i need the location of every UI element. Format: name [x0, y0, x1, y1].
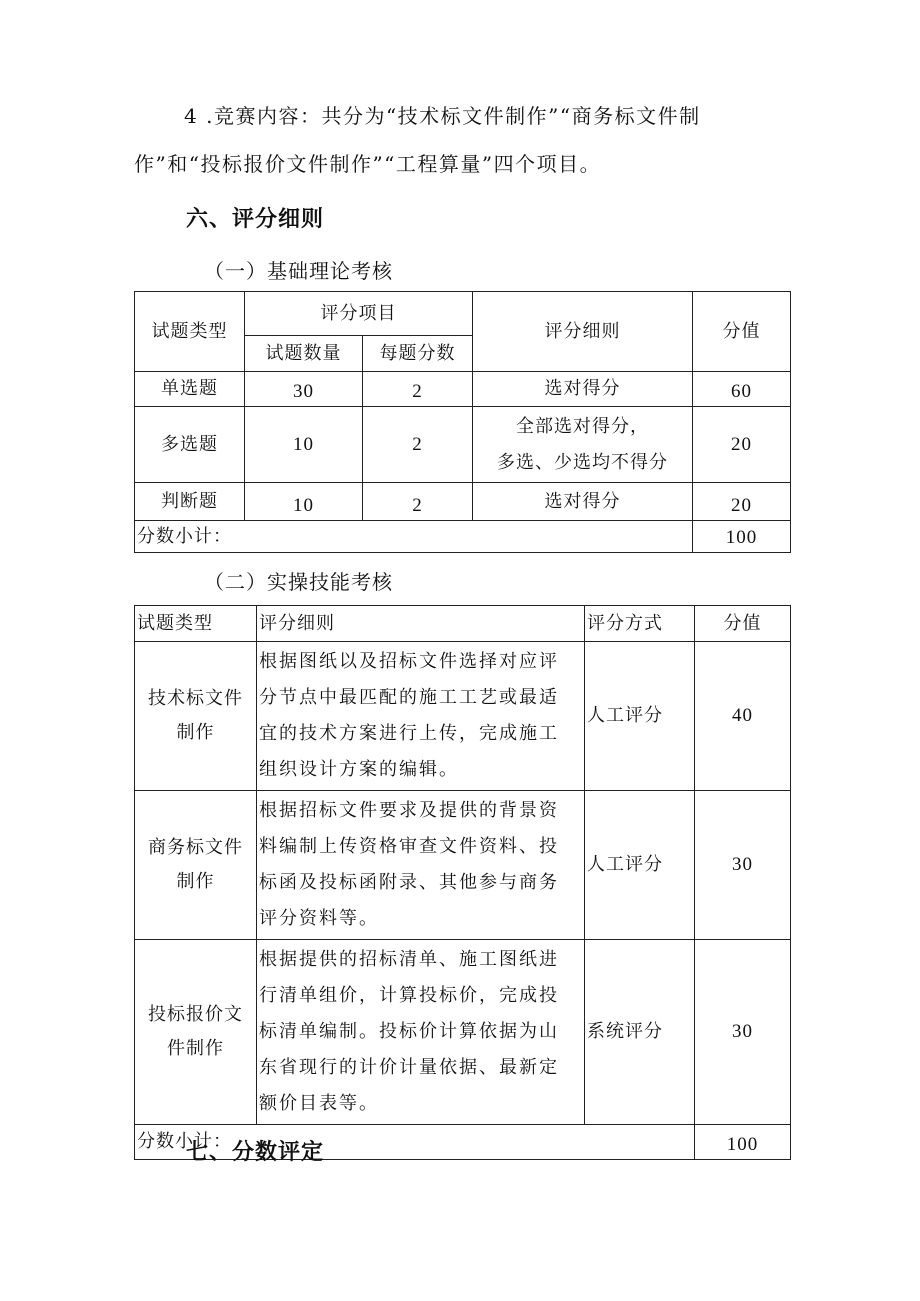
question-type-cell: 多选题: [135, 407, 245, 483]
table-row: [135, 407, 791, 483]
rule-cell: 根据提供的招标清单、施工图纸进行清单组价，计算投标价，完成投标清单编制。投标价计算依据为山东省现行的计价计量依据、最新定额价目表等。: [257, 940, 585, 1125]
header-points-each: 每题分数: [363, 336, 473, 372]
rule-cell: [473, 407, 693, 483]
rule-line: 多选、少选均不得分: [497, 451, 668, 473]
score-cell: 30: [695, 791, 791, 940]
subtotal-value: 100: [693, 521, 791, 553]
header-score: 分值: [693, 292, 791, 372]
subtotal-label: 分数小计：: [135, 521, 693, 553]
table-row: [135, 940, 791, 1125]
question-type-cell: 判断题: [135, 483, 245, 521]
table-row: [135, 372, 791, 407]
rule-cell: 根据招标文件要求及提供的背景资料编制上传资格审查文件资料、投标函及投标函附录、其他参与商务评分资料等。: [257, 791, 585, 940]
points-each-cell: 2: [363, 483, 473, 521]
header-scoring-rules: 评分细则: [257, 606, 585, 642]
practical-skills-table: [134, 605, 791, 1160]
score-cell: 60: [693, 372, 791, 407]
paragraph-4-line-2: 作”和“投标报价文件制作”“工程算量”四个项目。: [134, 152, 602, 176]
subtotal-label: 分数小计：: [135, 1125, 695, 1160]
type-line: 商务标文件: [148, 837, 243, 858]
header-question-count: 试题数量: [245, 336, 363, 372]
method-cell: 人工评分: [585, 791, 695, 940]
score-cell: 30: [695, 940, 791, 1125]
header-scoring-items: 评分项目: [245, 292, 473, 336]
rule-cell: 根据图纸以及招标文件选择对应评分节点中最匹配的施工工艺或最适宜的技术方案进行上传，完成施工组织设计方案的编辑。: [257, 642, 585, 791]
header-score: 分值: [695, 606, 791, 642]
type-line: 技术标文件: [148, 688, 243, 709]
subtotal-value: 100: [695, 1125, 791, 1160]
count-cell: 30: [245, 372, 363, 407]
question-type-cell: [135, 791, 257, 940]
header-scoring-rules: 评分细则: [473, 292, 693, 372]
table-row: [135, 642, 791, 791]
count-cell: 10: [245, 483, 363, 521]
points-each-cell: 2: [363, 407, 473, 483]
table-row: [135, 483, 791, 521]
type-line: 制作: [176, 722, 215, 743]
method-cell: 系统评分: [585, 940, 695, 1125]
score-cell: 20: [693, 483, 791, 521]
subsection-2-heading: （二）实操技能考核: [204, 570, 393, 594]
table-row: [135, 791, 791, 940]
section-6-heading: 六、评分细则: [186, 207, 325, 232]
section-7-heading: 七、分数评定: [186, 1140, 325, 1165]
header-question-type: 试题类型: [135, 606, 257, 642]
type-line: 制作: [176, 871, 215, 892]
paragraph-4-line-1: 4 .竞赛内容：共分为“技术标文件制作”“商务标文件制: [184, 104, 701, 128]
points-each-cell: 2: [363, 372, 473, 407]
subtotal-row: [135, 521, 791, 553]
method-cell: 人工评分: [585, 642, 695, 791]
question-type-cell: [135, 642, 257, 791]
rule-cell: 选对得分: [473, 372, 693, 407]
score-cell: 20: [693, 407, 791, 483]
count-cell: 10: [245, 407, 363, 483]
score-cell: 40: [695, 642, 791, 791]
basic-theory-table: [134, 291, 791, 553]
header-question-type: 试题类型: [135, 292, 245, 372]
rule-line: 全部选对得分，: [516, 415, 649, 437]
rule-cell: 选对得分: [473, 483, 693, 521]
type-line: 投标报价文: [148, 1004, 243, 1025]
question-type-cell: [135, 940, 257, 1125]
type-line: 件制作: [167, 1038, 224, 1059]
subsection-1-heading: （一）基础理论考核: [204, 259, 393, 283]
header-scoring-method: 评分方式: [585, 606, 695, 642]
question-type-cell: 单选题: [135, 372, 245, 407]
